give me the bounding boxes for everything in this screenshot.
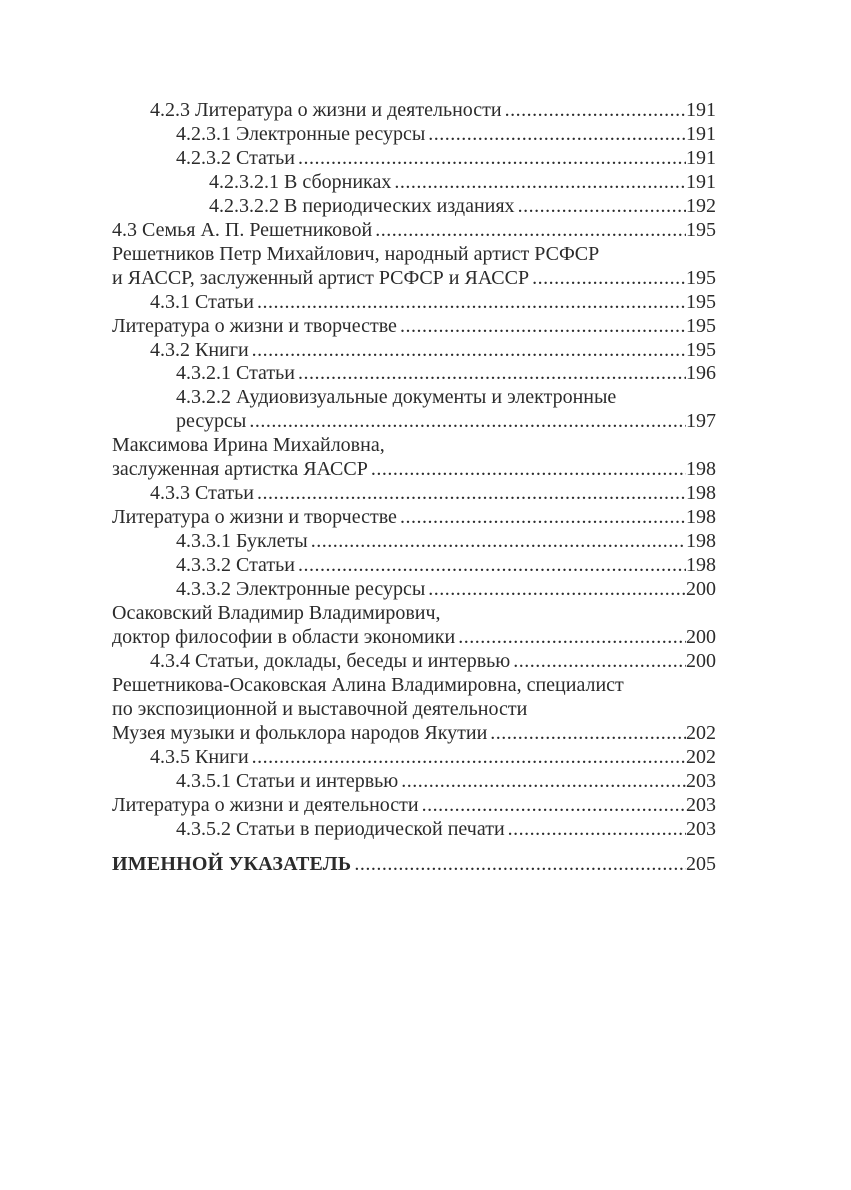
dot-leader <box>295 362 686 386</box>
toc-entry <box>112 853 716 877</box>
toc-entry <box>112 99 716 123</box>
toc-entry-page-number: 198 <box>686 530 716 553</box>
toc-entry <box>112 267 716 291</box>
dot-leader <box>254 291 686 315</box>
toc-entry-page-number: 202 <box>686 745 716 768</box>
toc-entry-label: 4.2.3.2 Статьи <box>176 146 295 169</box>
toc-entry-page-number: 198 <box>686 554 716 577</box>
toc-entry-page-number: 195 <box>686 218 716 241</box>
toc-entry-page-number: 192 <box>686 194 716 217</box>
toc-entry-label: 4.3.3 Статьи <box>150 482 254 505</box>
toc-entry-page-number: 200 <box>686 578 716 601</box>
toc-entry <box>112 123 716 147</box>
toc-entry-page-number: 205 <box>686 852 716 875</box>
toc-entry <box>112 362 716 386</box>
toc-entry <box>112 243 716 267</box>
toc-entry-page-number: 191 <box>686 146 716 169</box>
dot-leader <box>455 626 686 650</box>
dot-leader <box>308 530 686 554</box>
dot-leader <box>397 506 686 530</box>
toc-entry <box>112 219 716 243</box>
toc-entry-label: 4.2.3.2.1 В сборниках <box>209 170 392 193</box>
toc-entry-label: 4.3.1 Статьи <box>150 290 254 313</box>
toc-entry-label: 4.2.3 Литература о жизни и деятельности <box>150 99 502 121</box>
toc-entry-page-number: 195 <box>686 266 716 289</box>
toc-entry-label: 4.3.3.2 Статьи <box>176 554 295 577</box>
toc-entry-label: 4.3.2 Книги <box>150 338 249 361</box>
toc-entry-label: 4.2.3.2.2 В периодических изданиях <box>209 194 515 217</box>
toc-entry-page-number: 198 <box>686 458 716 481</box>
toc-entry-page-number: 195 <box>686 290 716 313</box>
toc-entry-label: и ЯАССР, заслуженный артист РСФСР и ЯАССР <box>112 266 530 289</box>
toc-entry <box>112 794 716 818</box>
toc-entry <box>112 578 716 602</box>
dot-leader <box>368 458 686 482</box>
toc-entry <box>112 291 716 315</box>
toc-entry-page-number: 195 <box>686 338 716 361</box>
dot-leader <box>372 219 686 243</box>
toc-entry-page-number: 202 <box>686 721 716 744</box>
toc-entry-label: 4.2.3.1 Электронные ресурсы <box>176 122 426 145</box>
toc-entry-page-number: 200 <box>686 649 716 672</box>
toc-entry-label: Литература о жизни и деятельности <box>112 793 419 816</box>
toc-entry-label: 4.3.4 Статьи, доклады, беседы и интервью <box>150 649 511 672</box>
toc-entry-page-number: 197 <box>686 410 716 433</box>
dot-leader <box>425 578 686 602</box>
toc-entry <box>112 602 716 626</box>
toc-entry-label: ИМЕННОЙ УКАЗАТЕЛЬ <box>112 852 352 875</box>
toc-entry-label: Решетников Петр Михайлович, народный артист РСФСР <box>112 242 600 265</box>
toc-entry <box>112 195 716 219</box>
toc-entry-label: Литература о жизни и творчестве <box>112 314 397 337</box>
dot-leader <box>510 650 686 674</box>
dot-leader <box>419 794 686 818</box>
toc-entry <box>112 506 716 530</box>
toc-entry-label: Музея музыки и фольклора народов Якутии <box>112 721 488 744</box>
toc-entry-label: 4.3.3.1 Буклеты <box>176 530 308 553</box>
toc-entry-label: 4.3.5 Книги <box>150 745 249 768</box>
toc-entry-label: Осаковский Владимир Владимирович, <box>112 602 441 625</box>
dot-leader <box>425 123 686 147</box>
toc-entry-label: 4.3.5.2 Статьи в периодической печати <box>176 817 505 840</box>
toc-entry <box>112 458 716 482</box>
toc-entry-page-number: 203 <box>686 769 716 792</box>
toc-entry <box>112 674 716 698</box>
toc-entry-label: заслуженная артистка ЯАССР <box>112 458 368 481</box>
dot-leader <box>254 482 686 506</box>
toc-entry <box>112 746 716 770</box>
toc-entry-label: 4.3.2.2 Аудиовизуальные документы и электронные <box>176 386 617 409</box>
toc-entry-label: 4.3.3.2 Электронные ресурсы <box>176 578 426 601</box>
toc-entry <box>112 554 716 578</box>
toc-entry-page-number: 191 <box>686 99 716 121</box>
dot-leader <box>391 171 686 195</box>
toc-entry <box>112 147 716 171</box>
dot-leader <box>502 99 686 123</box>
toc-entry-label: ресурсы <box>176 410 247 433</box>
dot-leader <box>397 315 686 339</box>
toc-entry <box>112 770 716 794</box>
toc-entry-label: 4.3 Семья А. П. Решетниковой <box>112 218 373 241</box>
toc-entry-page-number: 203 <box>686 793 716 816</box>
toc-entry-page-number: 195 <box>686 314 716 337</box>
toc-entry <box>112 482 716 506</box>
toc-entry-page-number: 191 <box>686 170 716 193</box>
dot-leader <box>249 339 686 363</box>
toc-entry-label: Решетникова-Осаковская Алина Владимировна, специалист <box>112 673 624 696</box>
dot-leader <box>487 722 686 746</box>
dot-leader <box>515 195 686 219</box>
dot-leader <box>295 147 686 171</box>
toc-entry-label: по экспозиционной и выставочной деятельности <box>112 697 528 720</box>
toc-entry-page-number: 203 <box>686 817 716 840</box>
toc-entry <box>112 818 716 842</box>
dot-leader <box>505 818 686 842</box>
toc-entry <box>112 434 716 458</box>
toc-entry <box>112 386 716 410</box>
dot-leader <box>351 853 686 877</box>
toc-entry <box>112 650 716 674</box>
toc-entry <box>112 171 716 195</box>
toc-entry-label: Максимова Ирина Михайловна, <box>112 434 385 457</box>
toc-entry <box>112 530 716 554</box>
toc-entry-label: Литература о жизни и творчестве <box>112 506 397 529</box>
toc-entry-label: 4.3.2.1 Статьи <box>176 362 295 385</box>
toc-entry-page-number: 196 <box>686 362 716 385</box>
toc-entry-page-number: 191 <box>686 122 716 145</box>
toc-entry-page-number: 200 <box>686 625 716 648</box>
table-of-contents <box>112 99 716 877</box>
toc-entry <box>112 626 716 650</box>
toc-entry-page-number: 198 <box>686 506 716 529</box>
toc-entry <box>112 722 716 746</box>
dot-leader <box>529 267 686 291</box>
toc-entry <box>112 339 716 363</box>
dot-leader <box>249 746 686 770</box>
toc-entry <box>112 698 716 722</box>
dot-leader <box>398 770 686 794</box>
toc-entry-label: доктор философии в области экономики <box>112 625 456 648</box>
dot-leader <box>246 410 686 434</box>
toc-entry <box>112 315 716 339</box>
toc-entry <box>112 410 716 434</box>
toc-entry-label: 4.3.5.1 Статьи и интервью <box>176 769 399 792</box>
dot-leader <box>295 554 686 578</box>
toc-entry-page-number: 198 <box>686 482 716 505</box>
